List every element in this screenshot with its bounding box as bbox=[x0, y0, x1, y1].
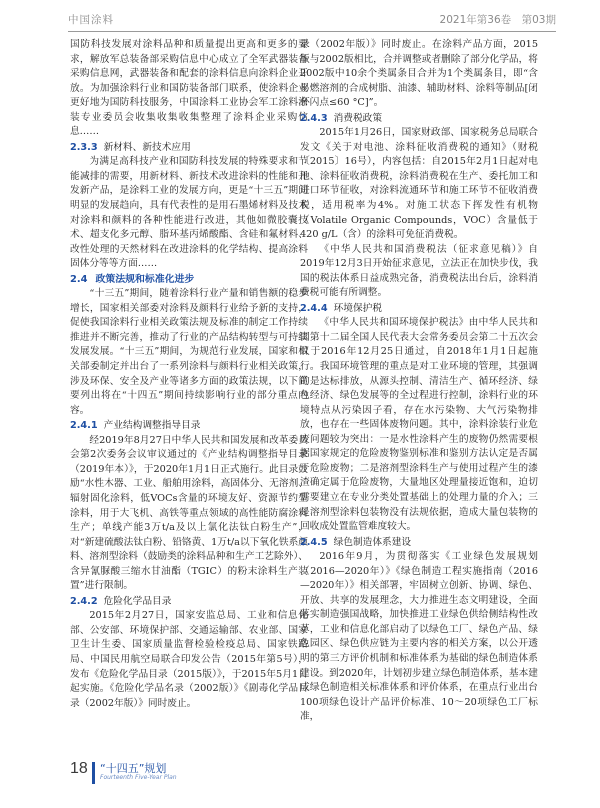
heading-text: 环境保护税 bbox=[333, 302, 383, 314]
heading-number: 2.3.3 bbox=[70, 141, 98, 153]
right-text-column bbox=[300, 38, 538, 725]
page-number: 18 bbox=[70, 760, 88, 777]
subsection-heading bbox=[300, 302, 538, 317]
page-footer bbox=[70, 760, 270, 788]
footer-section-title: “十四五”规划 bbox=[100, 762, 167, 775]
paragraph: 《中华人民共和国环境保护税法》由中华人民共和国第十二届全国人民代表大会常务委员会第二十五次会议于2016年12月25日通过，自2018年1月1日起施行。我国环境管理的重点是对工业环境的管理，其强调的是达标排放，从源头控制、清洁生产、循环经济、绿色经济、绿色发展等的全过程进行控制，涂料行业的环境特点从污染因子看，存在水污染物、大气污染物排放，也存在一些固体废物问题。其中，涂料涂装行业危废问题较为突出：一是水性涂料产生的废物仍然需要根据国家规定的危险废物鉴别标准和鉴别方法认定是否属于危险废物；二是溶剂型涂料生产与使用过程产生的漆渣确定属于危险废物，大量地区处理量接近饱和，迫切需要建立在专业分类处置基础上的处理力量的介入；三是溶剂型涂料包装物没有法规依据，造成大量包装物的回收成处置监管难度较大。 bbox=[300, 317, 538, 533]
issue-info: 2021年第36卷 第03期 bbox=[439, 14, 556, 26]
heading-text: 产业结构调整指导目录 bbox=[103, 420, 201, 432]
journal-name: 中国涂料 bbox=[68, 14, 114, 26]
paragraph: 2016年9月，为贯彻落实《工业绿色发展规划（2016—2020年）》《绿色制造工程实施指南（2016—2020年）》相关部署，牢固树立创新、协调、绿色、开放、共享的发展理念，大力推进生态文明建设，全面落实制造强国战略，加快推进工业绿色供给侧结构性改革，工业和信息化部启动了以绿色工厂、绿色产品、绿色园区、绿色供应链为主要内容的相关方案，以公开透明的第三方评价机制和标准体系为基础的绿色制造体系建设。到2020年，计划初步建立绿色制造体系，基本建成绿色制造相关标准体系和评价体系，在重点行业出台100项绿色设计产品评价标准、10～20项绿色工厂标准， bbox=[300, 551, 538, 723]
footer-section-subtitle: Fourteenth Five-Year Plan bbox=[100, 774, 177, 781]
paragraph: 录（2002年版）》同时废止。在涂料产品方面，2015版与2002版相比，合并调整或者删除了部分化学品，将2002版中10余个类属条目合并为1个类属条目，即“含易燃溶剂的合成树脂、油漆、辅助材料、涂料等制品[闭杯闪点≤60 °C]”。 bbox=[300, 39, 538, 109]
left-text-column bbox=[70, 38, 308, 711]
section-heading bbox=[70, 273, 308, 288]
subsection-heading bbox=[70, 141, 308, 156]
heading-number: 2.4.1 bbox=[70, 420, 98, 432]
paragraph: 为满足高科技产业和国防科技发展的特殊要求和节能减排的需要，用新材料、新技术改进涂料的性能和开发新产品，是涂料工业的发展方向，更是“十三五”期间明显的发展趋向，具有代表性的是用石墨烯材料及技术对涂料和颜料的各种性能进行改进，其他如微胶囊技术、超支化多元醇、脂环基丙烯酸酯、含硅和氟材料、改性处理的天然材料在改进涂料的化学结构、提高涂料固体分等等方面…… bbox=[70, 156, 308, 270]
paragraph: 《中华人民共和国消费税法（征求意见稿）》自2019年12月3日开始征求意见，立法正在加快步伐，我国的税法体系日益成熟完备，消费税法出台后，涂料消费税可能有所调整。 bbox=[300, 243, 538, 299]
subsection-heading bbox=[300, 112, 538, 127]
paragraph: 国防科技发展对涂料品种和质量提出更高和更多的要求，解放军总装备部采购信息中心成立了全军武器装备采购信息网，武器装备和配套的涂料信息向涂料企业开放。为加强涂料行业和国防装备部门联系，使涂料企业更好地为国防科技服务，中国涂料工业协会军工涂料涂装专业委员会收集收集收集整理了涂料企业采购信息…… bbox=[70, 39, 308, 138]
header-rule bbox=[68, 31, 556, 32]
paragraph: 2015年2月27日，国家安监总局、工业和信息化部、公安部、环境保护部、交通运输部、农业部、国家卫生计生委、国家质量监督检验检疫总局、国家铁路局、中国民用航空局联合印发公告（2015年第5号），发布《危险化学品目录（2015版）》，于2015年5月1日起实施。《危险化学品名录（2002版）》《剧毒化学品目录（2002年版）》同时废止。 bbox=[70, 610, 308, 709]
paragraph: “十三五”期间，随着涂料行业产量和销售额的稳步增长，国家相关部委对涂料及颜料行业给予新的支持，促使我国涂料行业相关政策法规及标准的制定工作持续推进并不断完善，推动了行业的产品结构转型与可持续发展发展。“十三五”期间，为规范行业发展，国家和相关部委制定并出台了一系列涂料与颜料行业相关政策，涉及环保、安全及产业等诸多方面的政策法规，以下简要列出将在“十四五”期间持续影响行业的部分重点内容。 bbox=[70, 288, 308, 416]
footer-accent-bar bbox=[92, 762, 95, 784]
heading-number: 2.4 bbox=[70, 273, 88, 285]
paragraph: 2015年1月26日，国家财政部、国家税务总局联合发文《关于对电池、涂料征收消费税的通知》（财税〔2015〕16号），内容包括：自2015年2月1日起对电池、涂料征收消费税，涂料消费税在生产、委托加工和进口环节征收，对涂料流通环节和施工环节不征收消费税，适用税率为4%。对施工状态下挥发性有机物（Volatile Organic Compounds，VOC）含量低于420 g/L（含）的涂料可免征消费税。 bbox=[300, 127, 538, 241]
heading-number: 2.4.5 bbox=[300, 536, 328, 548]
heading-text: 消费税政策 bbox=[333, 112, 383, 124]
heading-text: 绿色制造体系建设 bbox=[333, 536, 412, 548]
subsection-heading bbox=[70, 419, 308, 434]
subsection-heading bbox=[70, 595, 308, 610]
heading-text: 危险化学品目录 bbox=[103, 595, 172, 607]
heading-number: 2.4.4 bbox=[300, 302, 328, 314]
heading-text: 新材料、新技术应用 bbox=[103, 141, 191, 153]
heading-number: 2.4.3 bbox=[300, 112, 328, 124]
heading-number: 2.4.2 bbox=[70, 595, 98, 607]
subsection-heading bbox=[300, 536, 538, 551]
paragraph: 经2019年8月27日中华人民共和国发展和改革委员会第2次委务会议审议通过的《产业结构调整指导目录（2019年本）》，于2020年1月1日正式施行。此目录鼓励“水性木器、工业、船舶用涂料，高固体分、无溶剂、辐射固化涂料，低VOCs含量的环境友好、资源节约型涂料，用于大飞机、高铁等重点领域的高性能防腐涂料生产；单线产能3万t/a及以上氯化法钛白粉生产”，对“新建硫酸法钛白粉、铅铬黄、1万t/a以下氧化铁系颜料、溶剂型涂料（鼓励类的涂料品种和生产工艺除外）、含异氰脲酸三缩水甘油酯（TGIC）的粉末涂料生产装置”进行限制。 bbox=[70, 434, 308, 592]
heading-text: 政策法规和标准化进步 bbox=[95, 273, 195, 285]
